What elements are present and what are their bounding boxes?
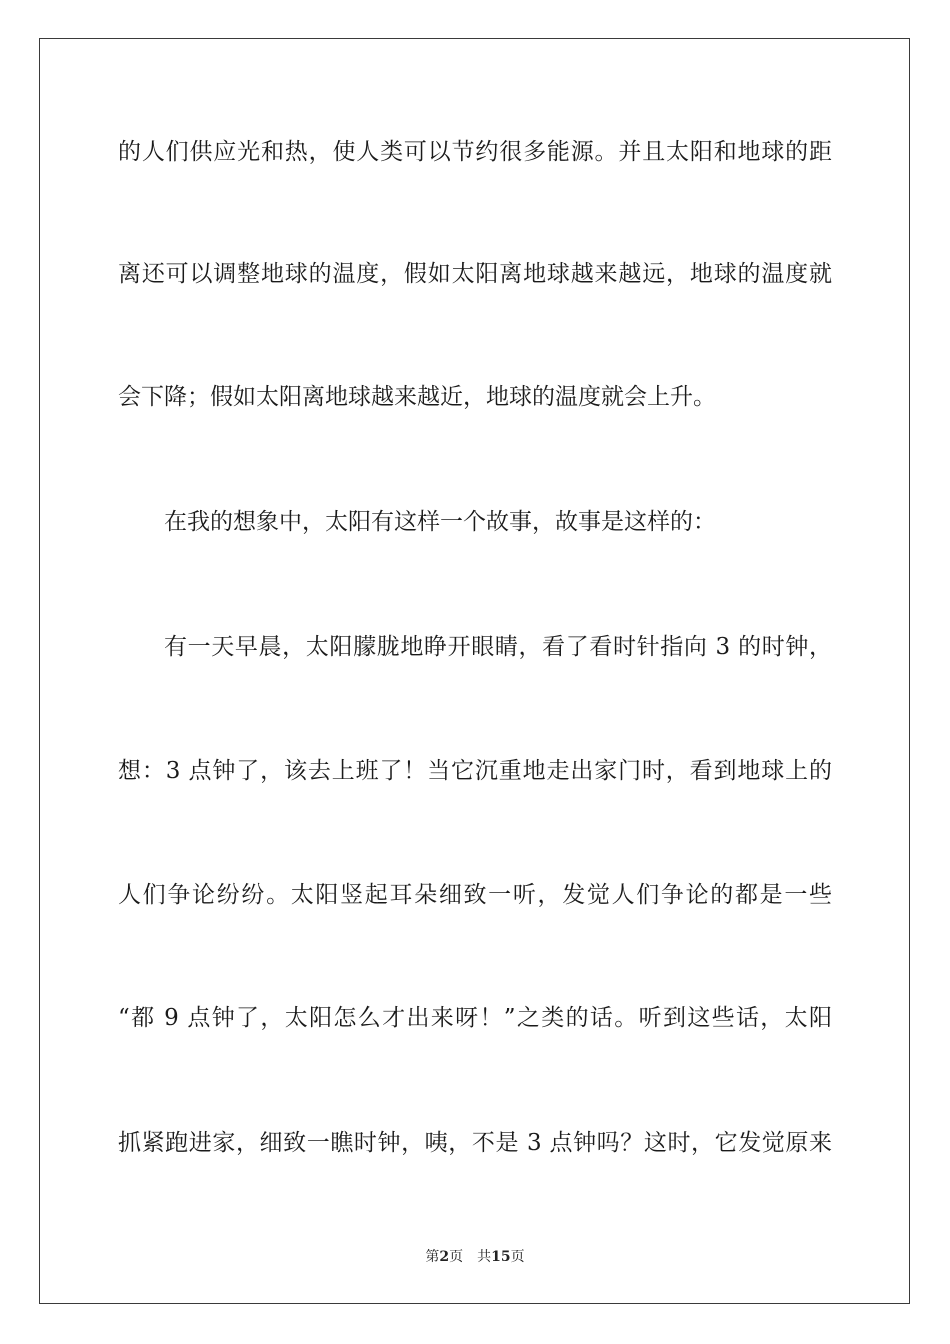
text-line-3: 会下降；假如太阳离地球越来越近，地球的温度就会上升。	[118, 384, 716, 410]
text-line-8: “都 9 点钟了，太阳怎么才出来呀！”之类的话。听到这些话，太阳	[118, 1005, 832, 1031]
page-number: 2	[439, 1249, 450, 1265]
text-line-1: 的人们供应光和热，使人类可以节约很多能源。并且太阳和地球的距	[118, 139, 832, 165]
text-line-4-paragraph-start: 在我的想象中，太阳有这样一个故事，故事是这样的：	[164, 509, 716, 535]
text-line-7: 人们争论纷纷。太阳竖起耳朵细致一听，发觉人们争论的都是一些	[118, 882, 832, 908]
total-pages: 15	[491, 1249, 511, 1265]
text-line-2: 离还可以调整地球的温度，假如太阳离地球越来越远，地球的温度就	[118, 261, 832, 287]
text-line-9: 抓紧跑进家，细致一瞧时钟，咦，不是 3 点钟吗？这时，它发觉原来	[118, 1130, 832, 1156]
page-footer	[0, 1248, 950, 1266]
page-suffix: 页	[449, 1249, 464, 1265]
page-border	[39, 38, 910, 1304]
text-line-5-paragraph-start: 有一天早晨，太阳朦胧地睁开眼睛，看了看时针指向 3 的时钟，	[164, 634, 832, 660]
total-prefix: 共	[477, 1249, 492, 1265]
total-suffix: 页	[510, 1249, 525, 1265]
page-prefix: 第	[425, 1249, 440, 1265]
text-line-6: 想：3 点钟了，该去上班了！当它沉重地走出家门时，看到地球上的	[118, 758, 832, 784]
